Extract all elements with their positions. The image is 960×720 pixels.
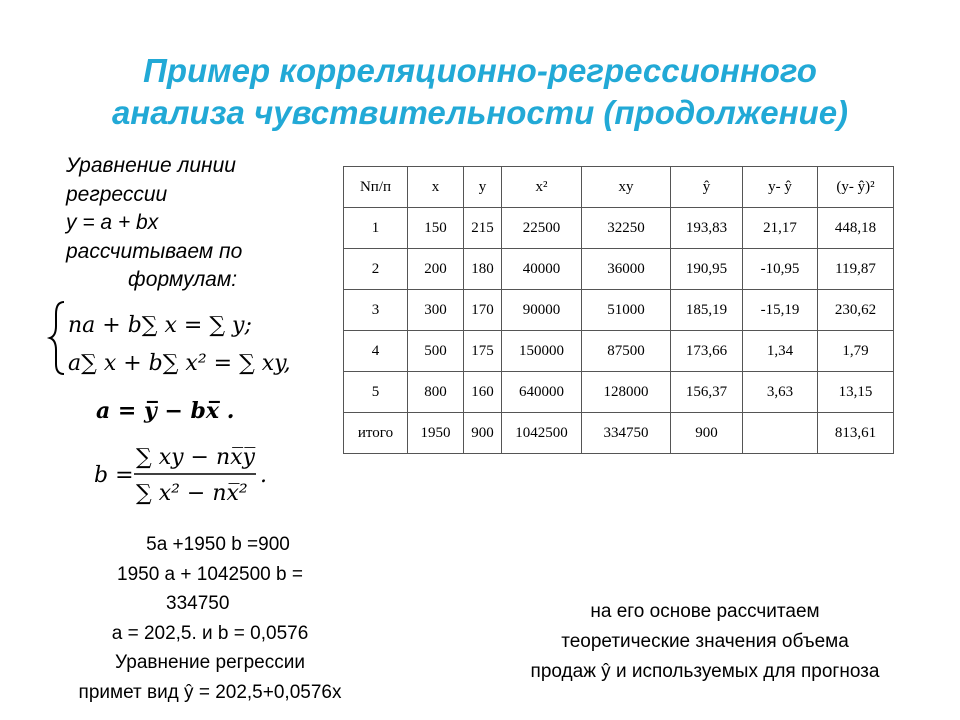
table-row (344, 372, 894, 413)
calc-line-5: Уравнение регрессии (115, 652, 305, 673)
table-cell: -10,95 (743, 249, 818, 290)
table-cell: 36000 (582, 249, 671, 290)
table-cell: 640000 (502, 372, 582, 413)
intro-text (66, 152, 242, 295)
calc-line-1: 5a +1950 b =900 (146, 534, 290, 555)
slide-title (40, 50, 920, 134)
calc-line-2: 1950 a + 1042500 b = (117, 563, 303, 585)
table-cell: -15,19 (743, 290, 818, 331)
table-cell: 87500 (582, 331, 671, 372)
table-cell: 175 (464, 331, 502, 372)
table-cell: 3 (344, 290, 408, 331)
table-cell: 813,61 (818, 413, 894, 454)
slope-formula-dot: . (260, 463, 267, 488)
calc-line-6: примет вид ŷ = 202,5+0,0576x (78, 681, 342, 703)
table-cell: 40000 (502, 249, 582, 290)
table-row (344, 249, 894, 290)
table-cell: 900 (464, 413, 502, 454)
table-cell: 119,87 (818, 249, 894, 290)
table-cell: 21,17 (743, 208, 818, 249)
table-cell: 3,63 (743, 372, 818, 413)
slope-formula-numerator: ∑ xy − nx̅y̅ (136, 445, 255, 470)
table-cell: 230,62 (818, 290, 894, 331)
table-header-row (344, 167, 894, 208)
intro-line-5: формулам: (128, 268, 238, 291)
table-cell: 32250 (582, 208, 671, 249)
table-cell: 193,83 (671, 208, 743, 249)
table-cell: 150 (408, 208, 464, 249)
table-cell: 90000 (502, 290, 582, 331)
note-line-2: теоретические значения объема (561, 631, 849, 652)
intercept-formula: a = y̅ − bx̅ . (96, 398, 235, 424)
note-line-1: на его основе рассчитаем (590, 601, 820, 622)
formulas-graphic (50, 290, 340, 520)
table-cell: 800 (408, 372, 464, 413)
conclusion-note (470, 597, 940, 687)
table-cell: 334750 (582, 413, 671, 454)
table-cell: 5 (344, 372, 408, 413)
table-cell: 1,34 (743, 331, 818, 372)
table-cell: 215 (464, 208, 502, 249)
note-line-3: продаж ŷ и используемых для прогноза (530, 661, 880, 682)
table-cell: 22500 (502, 208, 582, 249)
slide-title-line-2: анализа чувствительности (продолжение) (111, 94, 849, 131)
table-cell: 1 (344, 208, 408, 249)
system-equation-2: a∑ x + b∑ x² = ∑ xy, (68, 351, 291, 376)
table-cell: 190,95 (671, 249, 743, 290)
table-cell: 2 (344, 249, 408, 290)
table-cell: 200 (408, 249, 464, 290)
slope-formula-lhs: b = (94, 463, 134, 488)
table-cell: 156,37 (671, 372, 743, 413)
table-cell: 150000 (502, 331, 582, 372)
table-cell: 500 (408, 331, 464, 372)
table-cell: 300 (408, 290, 464, 331)
calc-line-3: 334750 (166, 593, 230, 614)
header-cell: x² (502, 167, 582, 208)
slope-formula-denominator: ∑ x² − nx̅² (136, 481, 248, 506)
table-cell: 448,18 (818, 208, 894, 249)
header-cell: xy (582, 167, 671, 208)
table-cell (743, 413, 818, 454)
table-cell: 1,79 (818, 331, 894, 372)
table-row (344, 208, 894, 249)
table-cell: 173,66 (671, 331, 743, 372)
regression-formulas (50, 290, 340, 520)
table-cell: 51000 (582, 290, 671, 331)
header-cell: x (408, 167, 464, 208)
table-total-row (344, 413, 894, 454)
intro-line-4: рассчитываем по (66, 239, 243, 263)
table-row (344, 290, 894, 331)
header-cell: ŷ (671, 167, 743, 208)
table-cell: 170 (464, 290, 502, 331)
table-cell: 1950 (408, 413, 464, 454)
slide-title-line-1: Пример корреляционно-регрессионного (143, 52, 817, 89)
calculation-result (40, 530, 380, 707)
header-cell: y (464, 167, 502, 208)
header-cell: (y- ŷ)² (818, 167, 894, 208)
calc-line-4: a = 202,5. и b = 0,0576 (111, 622, 309, 644)
intro-line-1: Уравнение линии (66, 154, 236, 177)
system-equation-1: na + b∑ x = ∑ y; (68, 313, 252, 338)
calculation-table (343, 166, 894, 454)
intro-line-3: y = a + bx (66, 211, 159, 234)
intro-line-2: регрессии (66, 182, 168, 206)
table-cell: 185,19 (671, 290, 743, 331)
table-cell: 4 (344, 331, 408, 372)
header-cell: y- ŷ (743, 167, 818, 208)
table-cell: 900 (671, 413, 743, 454)
table-row (344, 331, 894, 372)
table-cell: 1042500 (502, 413, 582, 454)
header-cell: Nп/п (344, 167, 408, 208)
table-cell: итого (344, 413, 408, 454)
table-cell: 160 (464, 372, 502, 413)
table-cell: 180 (464, 249, 502, 290)
table-cell: 128000 (582, 372, 671, 413)
table-cell: 13,15 (818, 372, 894, 413)
system-brace (50, 302, 64, 374)
